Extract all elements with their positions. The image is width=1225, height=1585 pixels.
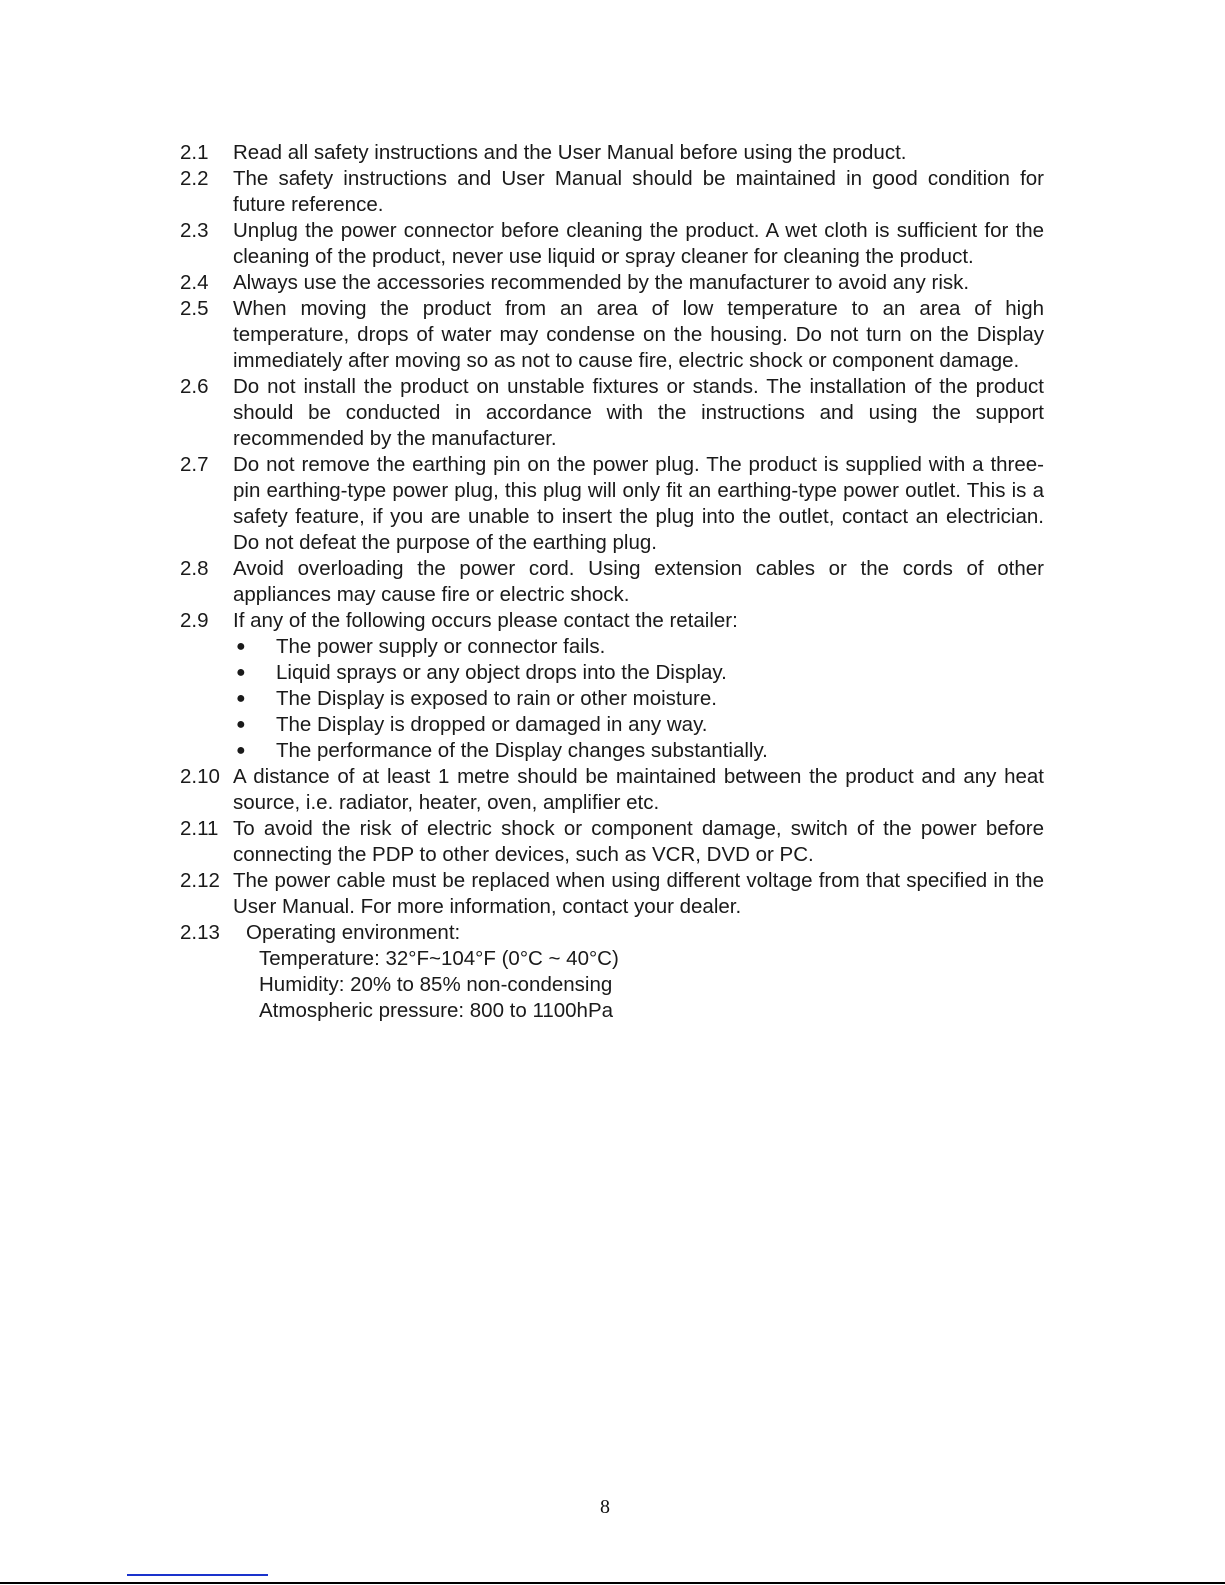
env-pressure: Atmospheric pressure: 800 to 1100hPa: [259, 999, 614, 1022]
item-text: The power cable must be replaced when using different voltage from that specified in the User Manual. For more information, contact your dealer.: [233, 869, 1044, 918]
bullet-list: [233, 634, 1044, 764]
item-number: 2.10: [180, 765, 220, 788]
item-text: Read all safety instructions and the User Manual before using the product.: [233, 141, 907, 164]
item-2-6: [180, 374, 1044, 452]
env-temperature: Temperature: 32°F~104°F (0°C ~ 40°C): [259, 947, 619, 970]
item-2-5: [180, 296, 1044, 374]
item-number: 2.6: [180, 375, 209, 398]
item-2-2: [180, 166, 1044, 218]
item-text: Do not remove the earthing pin on the power plug. The product is supplied with a three-pin earthing-type power plug, this plug will only fit an earthing-type power outlet. This is a safety feature, if you are unable to insert the plug into the outlet, contact an electrician. Do not defeat the purpose of the earthing plug.: [233, 453, 1044, 554]
item-text: A distance of at least 1 metre should be maintained between the product and any heat source, i.e. radiator, heater, oven, amplifier etc.: [233, 765, 1044, 814]
item-number: 2.5: [180, 297, 209, 320]
item-number: 2.1: [180, 141, 209, 164]
item-2-7: [180, 452, 1044, 556]
bullet-icon: ●: [236, 638, 246, 655]
bullet-icon: ●: [236, 664, 246, 681]
safety-instructions: [180, 140, 1044, 1024]
item-number: 2.4: [180, 271, 209, 294]
item-text: Avoid overloading the power cord. Using extension cables or the cords of other appliances may cause fire or electric shock.: [233, 557, 1044, 606]
operating-environment: [180, 946, 1044, 1024]
item-2-4: [180, 270, 1044, 296]
item-2-13: [180, 920, 1044, 946]
bullet-list-container: [180, 634, 1044, 764]
item-2-10: [180, 764, 1044, 816]
item-number: 2.2: [180, 167, 209, 190]
item-2-3: [180, 218, 1044, 270]
item-text: Always use the accessories recommended by the manufacturer to avoid any risk.: [233, 271, 970, 294]
item-text: The safety instructions and User Manual should be maintained in good condition for future reference.: [233, 167, 1044, 216]
item-2-8: [180, 556, 1044, 608]
footer-rule: [0, 1582, 1225, 1584]
item-text: If any of the following occurs please contact the retailer:: [233, 609, 738, 632]
env-humidity: Humidity: 20% to 85% non-condensing: [259, 973, 613, 996]
item-text: To avoid the risk of electric shock or component damage, switch of the power before connecting the PDP to other devices, such as VCR, DVD or PC.: [233, 817, 1044, 866]
item-number: 2.9: [180, 609, 209, 632]
footer-link-underline: [127, 1574, 268, 1576]
item-2-12: [180, 868, 1044, 920]
item-text: When moving the product from an area of low temperature to an area of high temperature, drops of water may condense on the housing. Do not turn on the Display immediately after moving so as not to cause fire, electric shock or component damage.: [233, 297, 1044, 372]
item-number: 2.7: [180, 453, 209, 476]
bullet-icon: ●: [236, 742, 246, 759]
item-2-9: [180, 608, 1044, 634]
bullet-item: ● The Display is dropped or damaged in any way.: [233, 712, 1044, 738]
item-2-11: [180, 816, 1044, 868]
item-number: 2.12: [180, 869, 220, 892]
bullet-item: ● Liquid sprays or any object drops into the Display.: [233, 660, 1044, 686]
item-number: 2.13: [180, 921, 220, 944]
item-text: Do not install the product on unstable fixtures or stands. The installation of the product should be conducted in accordance with the instructions and using the support recommended by the manufacturer.: [233, 375, 1044, 450]
bullet-item: ● The Display is exposed to rain or other moisture.: [233, 686, 1044, 712]
item-text: Operating environment:: [246, 921, 461, 944]
item-2-1: [180, 140, 1044, 166]
bullet-item: ● The power supply or connector fails.: [233, 634, 1044, 660]
item-number: 2.8: [180, 557, 209, 580]
bullet-icon: ●: [236, 716, 246, 733]
item-text: Unplug the power connector before cleaning the product. A wet cloth is sufficient for the cleaning of the product, never use liquid or spray cleaner for cleaning the product.: [233, 219, 1044, 268]
page-number: 8: [600, 1496, 610, 1518]
bullet-icon: ●: [236, 690, 246, 707]
item-number: 2.3: [180, 219, 209, 242]
item-number: 2.11: [180, 817, 219, 840]
bullet-item: ● The performance of the Display changes substantially.: [233, 738, 1044, 764]
